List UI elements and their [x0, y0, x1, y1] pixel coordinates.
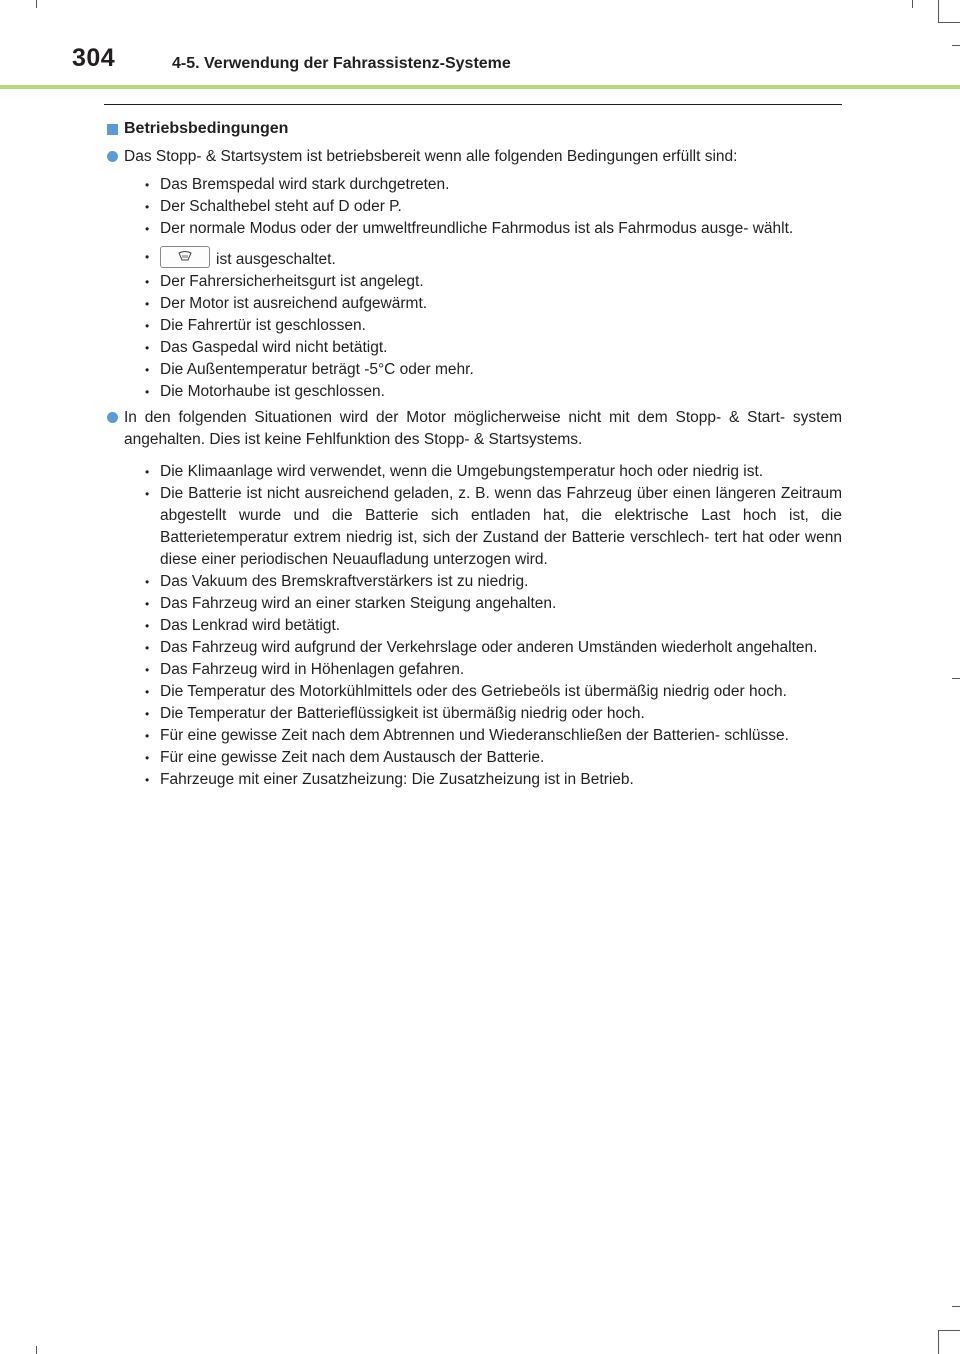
- list-item: • Für eine gewisse Zeit nach dem Austausch der Batterie.: [160, 747, 842, 769]
- section-title: 4-5. Verwendung der Fahrassistenz-Systeme: [172, 55, 511, 72]
- condition-item: [104, 146, 842, 168]
- list-item: • Der Schalthebel steht auf D oder P.: [160, 196, 842, 218]
- list-item: • Die Temperatur des Motorkühlmittels oder des Getriebeöls ist übermäßig niedrig oder hoch.: [160, 681, 842, 703]
- content-area: [104, 118, 842, 791]
- crop-mark: [952, 678, 960, 679]
- list-item: • Das Lenkrad wird betätigt.: [160, 615, 842, 637]
- content-top-rule: [104, 104, 842, 105]
- situation-sublist: [104, 461, 842, 791]
- crop-mark: [938, 1330, 939, 1354]
- list-item: • Die Temperatur der Batterieflüssigkeit ist übermäßig niedrig oder hoch.: [160, 703, 842, 725]
- list-item: • Die Außentemperatur beträgt -5°C oder mehr.: [160, 359, 842, 381]
- crop-mark: [952, 1306, 960, 1307]
- header-rule: [0, 85, 960, 89]
- list-item: • Das Vakuum des Bremskraftverstärkers ist zu niedrig.: [160, 571, 842, 593]
- list-item: • Das Bremspedal wird stark durchgetreten.: [160, 174, 842, 196]
- condition-sublist: [104, 174, 842, 403]
- situation-item: [104, 407, 842, 451]
- list-item: • Das Fahrzeug wird aufgrund der Verkehrslage oder anderen Umständen wiederholt angehalten.: [160, 637, 842, 659]
- list-item: • Fahrzeuge mit einer Zusatzheizung: Die Zusatzheizung ist in Betrieb.: [160, 769, 842, 791]
- section-heading: [104, 118, 842, 140]
- dot-icon: [107, 151, 118, 162]
- list-item: • Der normale Modus oder der umweltfreundliche Fahrmodus ist als Fahrmodus ausge- wählt.: [160, 218, 842, 240]
- situation-item-text: In den folgenden Situationen wird der Motor möglicherweise nicht mit dem Stopp- & Start- system angehalten. Dies ist keine Fehlfunktion des Stopp- & Startsystems.: [124, 409, 842, 448]
- list-item-indicator: [160, 246, 842, 271]
- list-item: • Das Gaspedal wird nicht betätigt.: [160, 337, 842, 359]
- list-item: • Der Motor ist ausreichend aufgewärmt.: [160, 293, 842, 315]
- square-icon: [107, 124, 118, 135]
- list-item: • Für eine gewisse Zeit nach dem Abtrennen und Wiederanschließen der Batterien- schlüsse.: [160, 725, 842, 747]
- section-heading-text: Betriebsbedingungen: [124, 120, 289, 137]
- page-header: [0, 0, 960, 90]
- crop-mark: [36, 1346, 37, 1354]
- list-item: • Die Batterie ist nicht ausreichend geladen, z. B. wenn das Fahrzeug über einen längeren Zeitraum abgestellt wurde und die Batterie sich entladen hat, die elektrische Last hoch ist, die Batterietemperatur extrem niedrig ist, sich der Zustand der Batterie verschlech- tert hat oder wenn diese einer periodischen Neuaufladung unterzogen wird.: [160, 483, 842, 571]
- list-item: • Der Fahrersicherheitsgurt ist angelegt.: [160, 271, 842, 293]
- list-item: • Das Fahrzeug wird in Höhenlagen gefahren.: [160, 659, 842, 681]
- windshield-defogger-indicator-icon: [160, 246, 210, 268]
- dot-icon: [107, 412, 118, 423]
- list-item: • Das Fahrzeug wird an einer starken Steigung angehalten.: [160, 593, 842, 615]
- list-item: • Die Fahrertür ist geschlossen.: [160, 315, 842, 337]
- condition-item-text: Das Stopp- & Startsystem ist betriebsbereit wenn alle folgenden Bedingungen erfüllt sind:: [124, 148, 738, 165]
- page-number: 304: [72, 44, 116, 72]
- crop-mark: [938, 1330, 960, 1331]
- list-item: • Die Motorhaube ist geschlossen.: [160, 381, 842, 403]
- list-item-text: ist ausgeschaltet.: [216, 251, 336, 268]
- list-item: • Die Klimaanlage wird verwendet, wenn die Umgebungstemperatur hoch oder niedrig ist.: [160, 461, 842, 483]
